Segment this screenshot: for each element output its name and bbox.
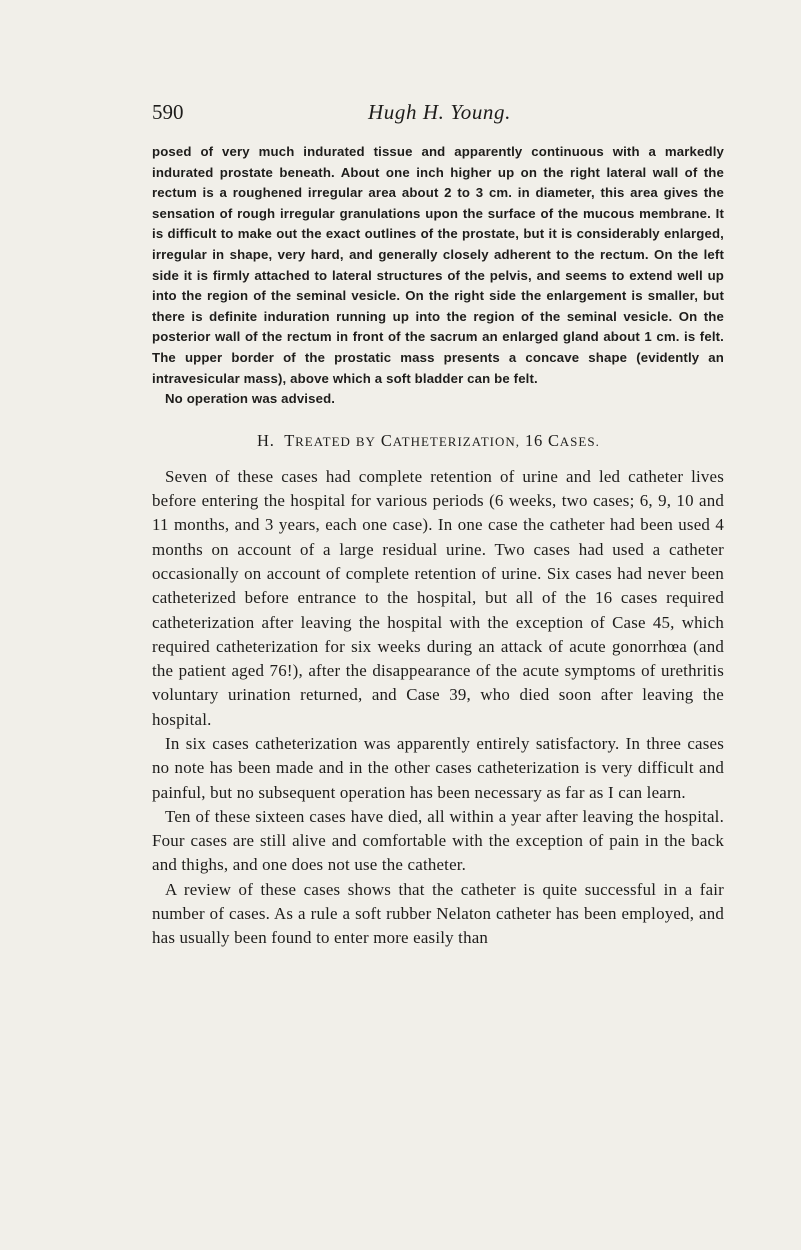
page-number: 590	[152, 100, 184, 124]
section-heading-word: 16	[524, 430, 544, 450]
body-paragraph: Seven of these cases had complete retention of urine and led catheter lives before entering the hospital for various periods (6 weeks, two cases; 6, 9, 10 and 11 months, and 3 years, each one case). In one case the catheter had been used 4 months on account of a large residual urine. Two cases had used a catheter occasionally on account of complete retention of urine. Six cases had never been catheterized before entrance to the hospital, but all of the 16 cases required catheterization after leaving the hospital with the exception of Case 45, which required catheterization for six weeks during an attack of acute gonorrhœa (and the patient aged 76!), after the disappearance of the acute symptoms of urethritis voluntary urination returned, and Case 39, who died soon after leaving the hospital.	[152, 466, 724, 729]
section-heading-word: BY	[355, 433, 376, 449]
section-heading-word: TREATED	[284, 430, 351, 450]
book-page	[152, 96, 724, 951]
header-title: Hugh H. Young.	[368, 100, 511, 124]
case-notes-conclusion: No operation was advised.	[165, 391, 336, 407]
section-heading-word: CATHETERIZATION,	[380, 430, 520, 450]
section-heading	[152, 430, 724, 453]
body-paragraph: A review of these cases shows that the catheter is quite successful in a fair number of cases. As a rule a soft rubber Nelaton catheter has been employed, and has usually been found to enter more easily than	[152, 879, 724, 948]
section-heading-word: CASES.	[547, 430, 600, 450]
body-paragraph: In six cases catheterization was apparently entirely satisfactory. In three cases no note has been made and in the other cases catheterization is very difficult and painful, but no subsequent operation has been necessary as far as I can learn.	[152, 733, 724, 802]
body-paragraph: Ten of these sixteen cases have died, all within a year after leaving the hospital. Four cases are still alive and comfortable with the exception of pain in the back and thighs, and one does not use the catheter.	[152, 806, 724, 875]
body-text	[152, 465, 724, 951]
section-letter: H.	[257, 430, 275, 450]
case-notes	[152, 142, 724, 410]
case-notes-paragraph: posed of very much indurated tissue and apparently continuous with a markedly indurated prostate beneath. About one inch higher up on the right lateral wall of the rectum is a roughened irregular area about 2 to 3 cm. in diameter, this area gives the sensation of rough irregular granulations upon the surface of the mucous membrane. It is difficult to make out the exact outlines of the prostate, but it is considerably enlarged, irregular in shape, very hard, and generally closely adherent to the rectum. On the left side it is firmly attached to lateral structures of the pelvis, and seems to extend well up into the region of the seminal vesicle. On the right side the enlargement is smaller, but there is definite induration running up into the region of the seminal vesicle. On the posterior wall of the rectum in front of the sacrum an enlarged gland about 1 cm. is felt. The upper border of the prostatic mass presents a concave shape (evidently an intravesicular mass), above which a soft bladder can be felt.	[152, 144, 724, 386]
running-header	[152, 96, 724, 130]
